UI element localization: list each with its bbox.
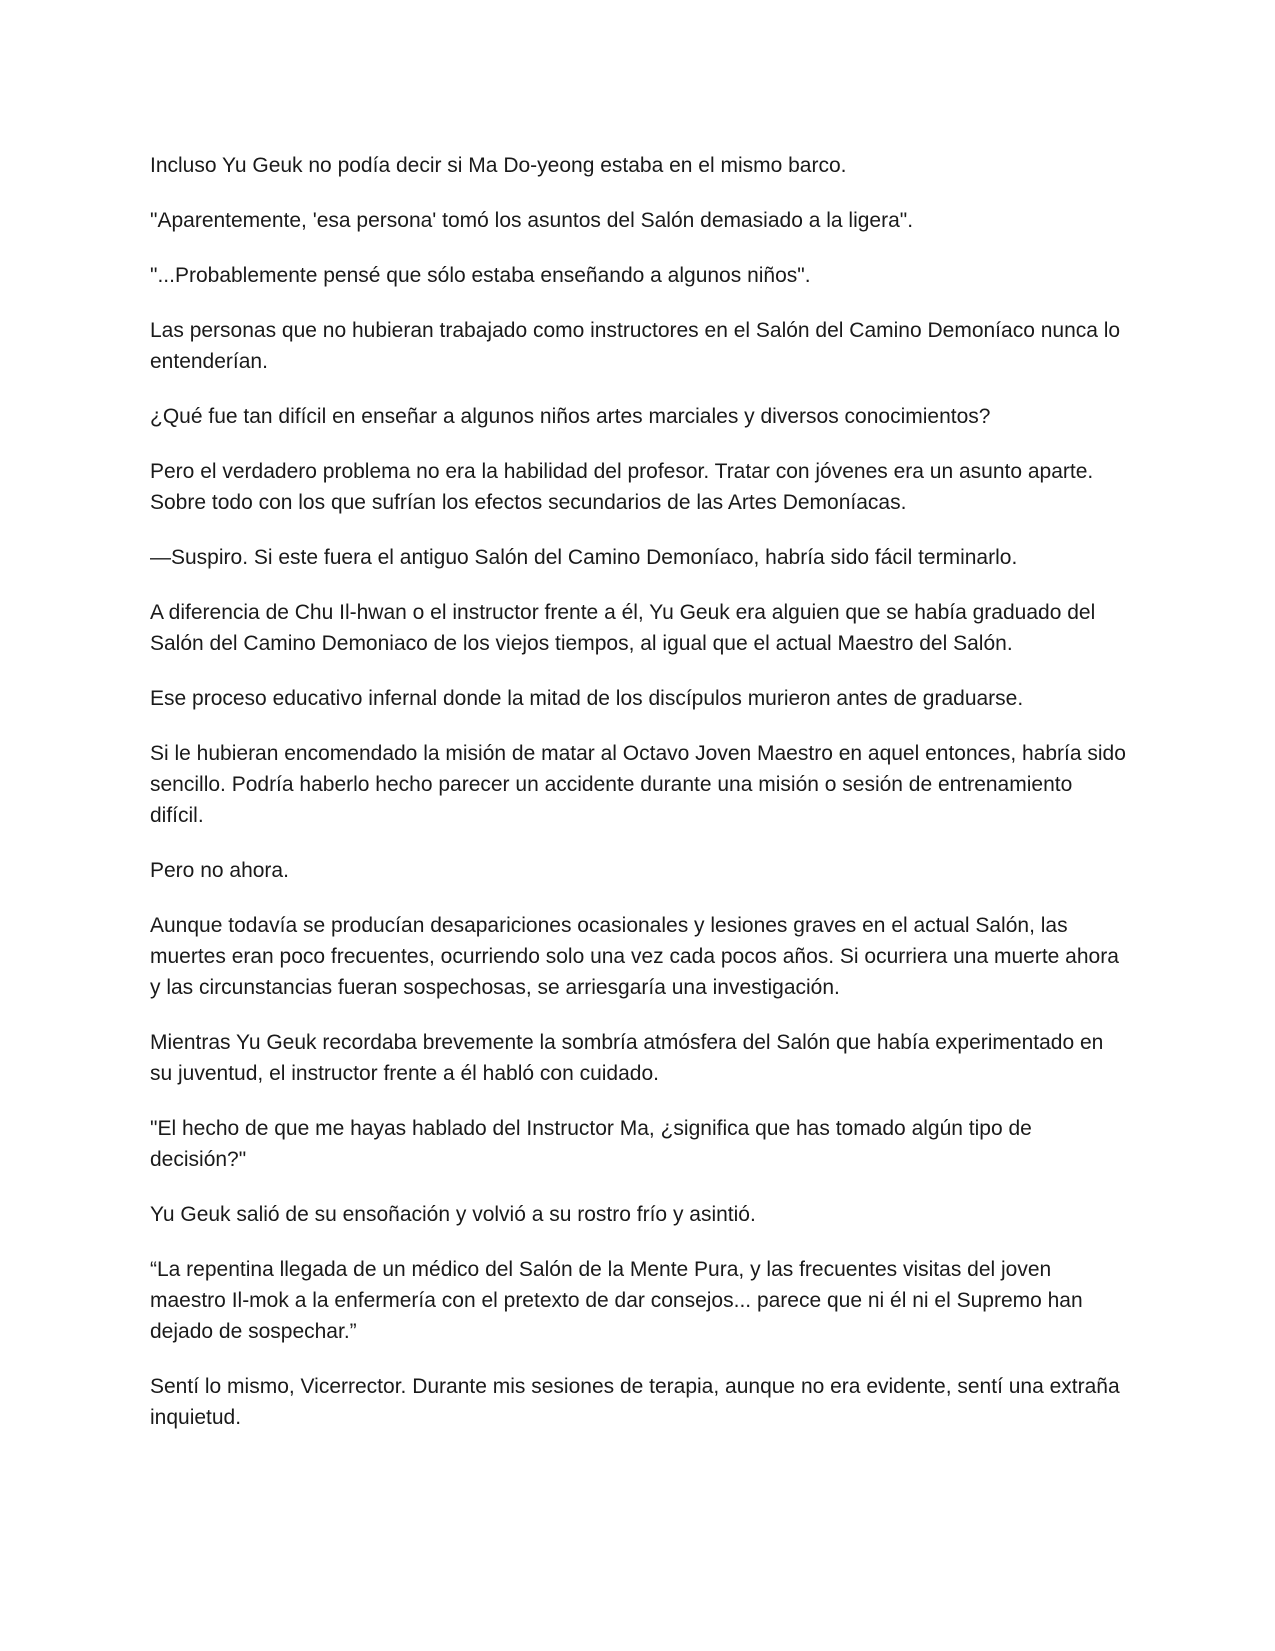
paragraph: Aunque todavía se producían desapariciones ocasionales y lesiones graves en el actual Salón, las muertes eran poco frecuentes, ocurriendo solo una vez cada pocos años. Si ocurriera una muerte ahora y las circunstancias fueran sospechosas, se arriesgaría una investigación. xyxy=(150,914,1119,999)
paragraph: Si le hubieran encomendado la misión de matar al Octavo Joven Maestro en aquel entonces, habría sido sencillo. Podría haberlo hecho parecer un accidente durante una misión o sesión de entrenamiento difícil. xyxy=(150,742,1126,827)
paragraph: "Aparentemente, 'esa persona' tomó los asuntos del Salón demasiado a la ligera". xyxy=(150,209,914,232)
paragraph: Pero no ahora. xyxy=(150,859,289,882)
paragraph: Ese proceso educativo infernal donde la mitad de los discípulos murieron antes de graduarse. xyxy=(150,687,1024,710)
paragraph: Incluso Yu Geuk no podía decir si Ma Do-yeong estaba en el mismo barco. xyxy=(150,154,847,177)
paragraph: "El hecho de que me hayas hablado del Instructor Ma, ¿significa que has tomado algún tipo de decisión?" xyxy=(150,1117,1032,1171)
paragraph: Las personas que no hubieran trabajado como instructores en el Salón del Camino Demoníaco nunca lo entenderían. xyxy=(150,319,1121,373)
paragraph: “La repentina llegada de un médico del Salón de la Mente Pura, y las frecuentes visitas del joven maestro Il-mok a la enfermería con el pretexto de dar consejos... parece que ni él ni el Supremo han dejado de sospechar.” xyxy=(150,1258,1083,1343)
paragraph: A diferencia de Chu Il-hwan o el instructor frente a él, Yu Geuk era alguien que se había graduado del Salón del Camino Demoniaco de los viejos tiempos, al igual que el actual Maestro del Salón. xyxy=(150,601,1096,655)
paragraph: Yu Geuk salió de su ensoñación y volvió a su rostro frío y asintió. xyxy=(150,1203,756,1226)
paragraph: Sentí lo mismo, Vicerrector. Durante mis sesiones de terapia, aunque no era evidente, sentí una extraña inquietud. xyxy=(150,1375,1120,1429)
document-page xyxy=(150,150,1130,1457)
paragraph: ¿Qué fue tan difícil en enseñar a algunos niños artes marciales y diversos conocimientos? xyxy=(150,405,991,428)
paragraph: —Suspiro. Si este fuera el antiguo Salón del Camino Demoníaco, habría sido fácil terminarlo. xyxy=(150,546,1018,569)
paragraph: Mientras Yu Geuk recordaba brevemente la sombría atmósfera del Salón que había experimentado en su juventud, el instructor frente a él habló con cuidado. xyxy=(150,1031,1104,1085)
paragraph: "...Probablemente pensé que sólo estaba enseñando a algunos niños". xyxy=(150,264,811,287)
paragraph: Pero el verdadero problema no era la habilidad del profesor. Tratar con jóvenes era un asunto aparte. Sobre todo con los que sufrían los efectos secundarios de las Artes Demoníacas. xyxy=(150,460,1094,514)
